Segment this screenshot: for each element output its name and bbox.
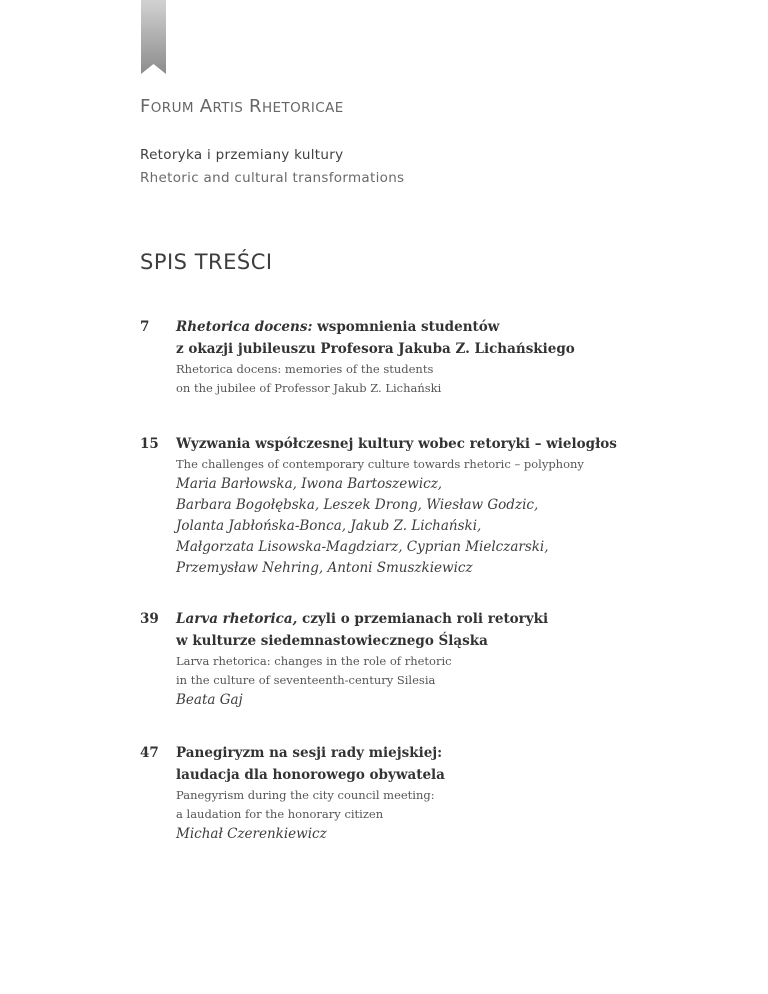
entry-english-title-line-2: a laudation for the honorary citizen	[176, 807, 384, 821]
page-number: 7	[140, 319, 150, 335]
entry-english-title-line-2: in the culture of seventeenth-century Silesia	[176, 673, 436, 687]
entry-author: Jolanta Jabłońska-Bonca, Jakub Z. Lichański,	[176, 518, 482, 534]
entry-title-line-2: w kulturze siedemnastowiecznego Śląska	[176, 633, 488, 649]
entry-english-title-line-2: on the jubilee of Professor Jakub Z. Lichański	[176, 381, 442, 395]
entry-author: Małgorzata Lisowska-Magdziarz, Cyprian Mielczarski,	[176, 539, 549, 555]
entry-english-title: The challenges of contemporary culture towards rhetoric – polyphony	[176, 457, 584, 471]
entry-title: Larva rhetorica, czyli o przemianach roli retoryki	[176, 611, 549, 627]
entry-author: Przemysław Nehring, Antoni Smuszkiewicz	[176, 560, 473, 576]
entry-title: Panegiryzm na sesji rady miejskiej:	[176, 745, 443, 761]
entry-english-title: Rhetorica docens: memories of the students	[176, 362, 434, 376]
entry-author: Maria Barłowska, Iwona Bartoszewicz,	[176, 476, 443, 492]
bookmark-ribbon-icon	[141, 0, 166, 74]
entry-english-title: Larva rhetorica: changes in the role of rhetoric	[176, 654, 452, 668]
entry-author: Michał Czerenkiewicz	[176, 826, 327, 842]
subtitle-polish: Retoryka i przemiany kultury	[140, 147, 344, 163]
journal-title: FORUM ARTIS RHETORICAE	[140, 96, 344, 117]
entry-author: Beata Gaj	[176, 692, 243, 708]
entry-title: Wyzwania współczesnej kultury wobec retoryki – wielogłos	[176, 436, 617, 452]
subtitle-english: Rhetoric and cultural transformations	[140, 170, 405, 186]
toc-heading: SPIS TREŚCI	[140, 250, 273, 274]
entry-title-line-2: z okazji jubileuszu Profesora Jakuba Z. Lichańskiego	[176, 341, 575, 357]
page-number: 47	[140, 745, 159, 761]
entry-author: Barbara Bogołębska, Leszek Drong, Wiesław Godzic,	[176, 497, 539, 513]
entry-title-line-2: laudacja dla honorowego obywatela	[176, 767, 445, 783]
page-number: 15	[140, 436, 159, 452]
page-number: 39	[140, 611, 159, 627]
entry-title: Rhetorica docens: wspomnienia studentów	[176, 319, 500, 335]
entry-english-title: Panegyrism during the city council meeting:	[176, 788, 435, 802]
